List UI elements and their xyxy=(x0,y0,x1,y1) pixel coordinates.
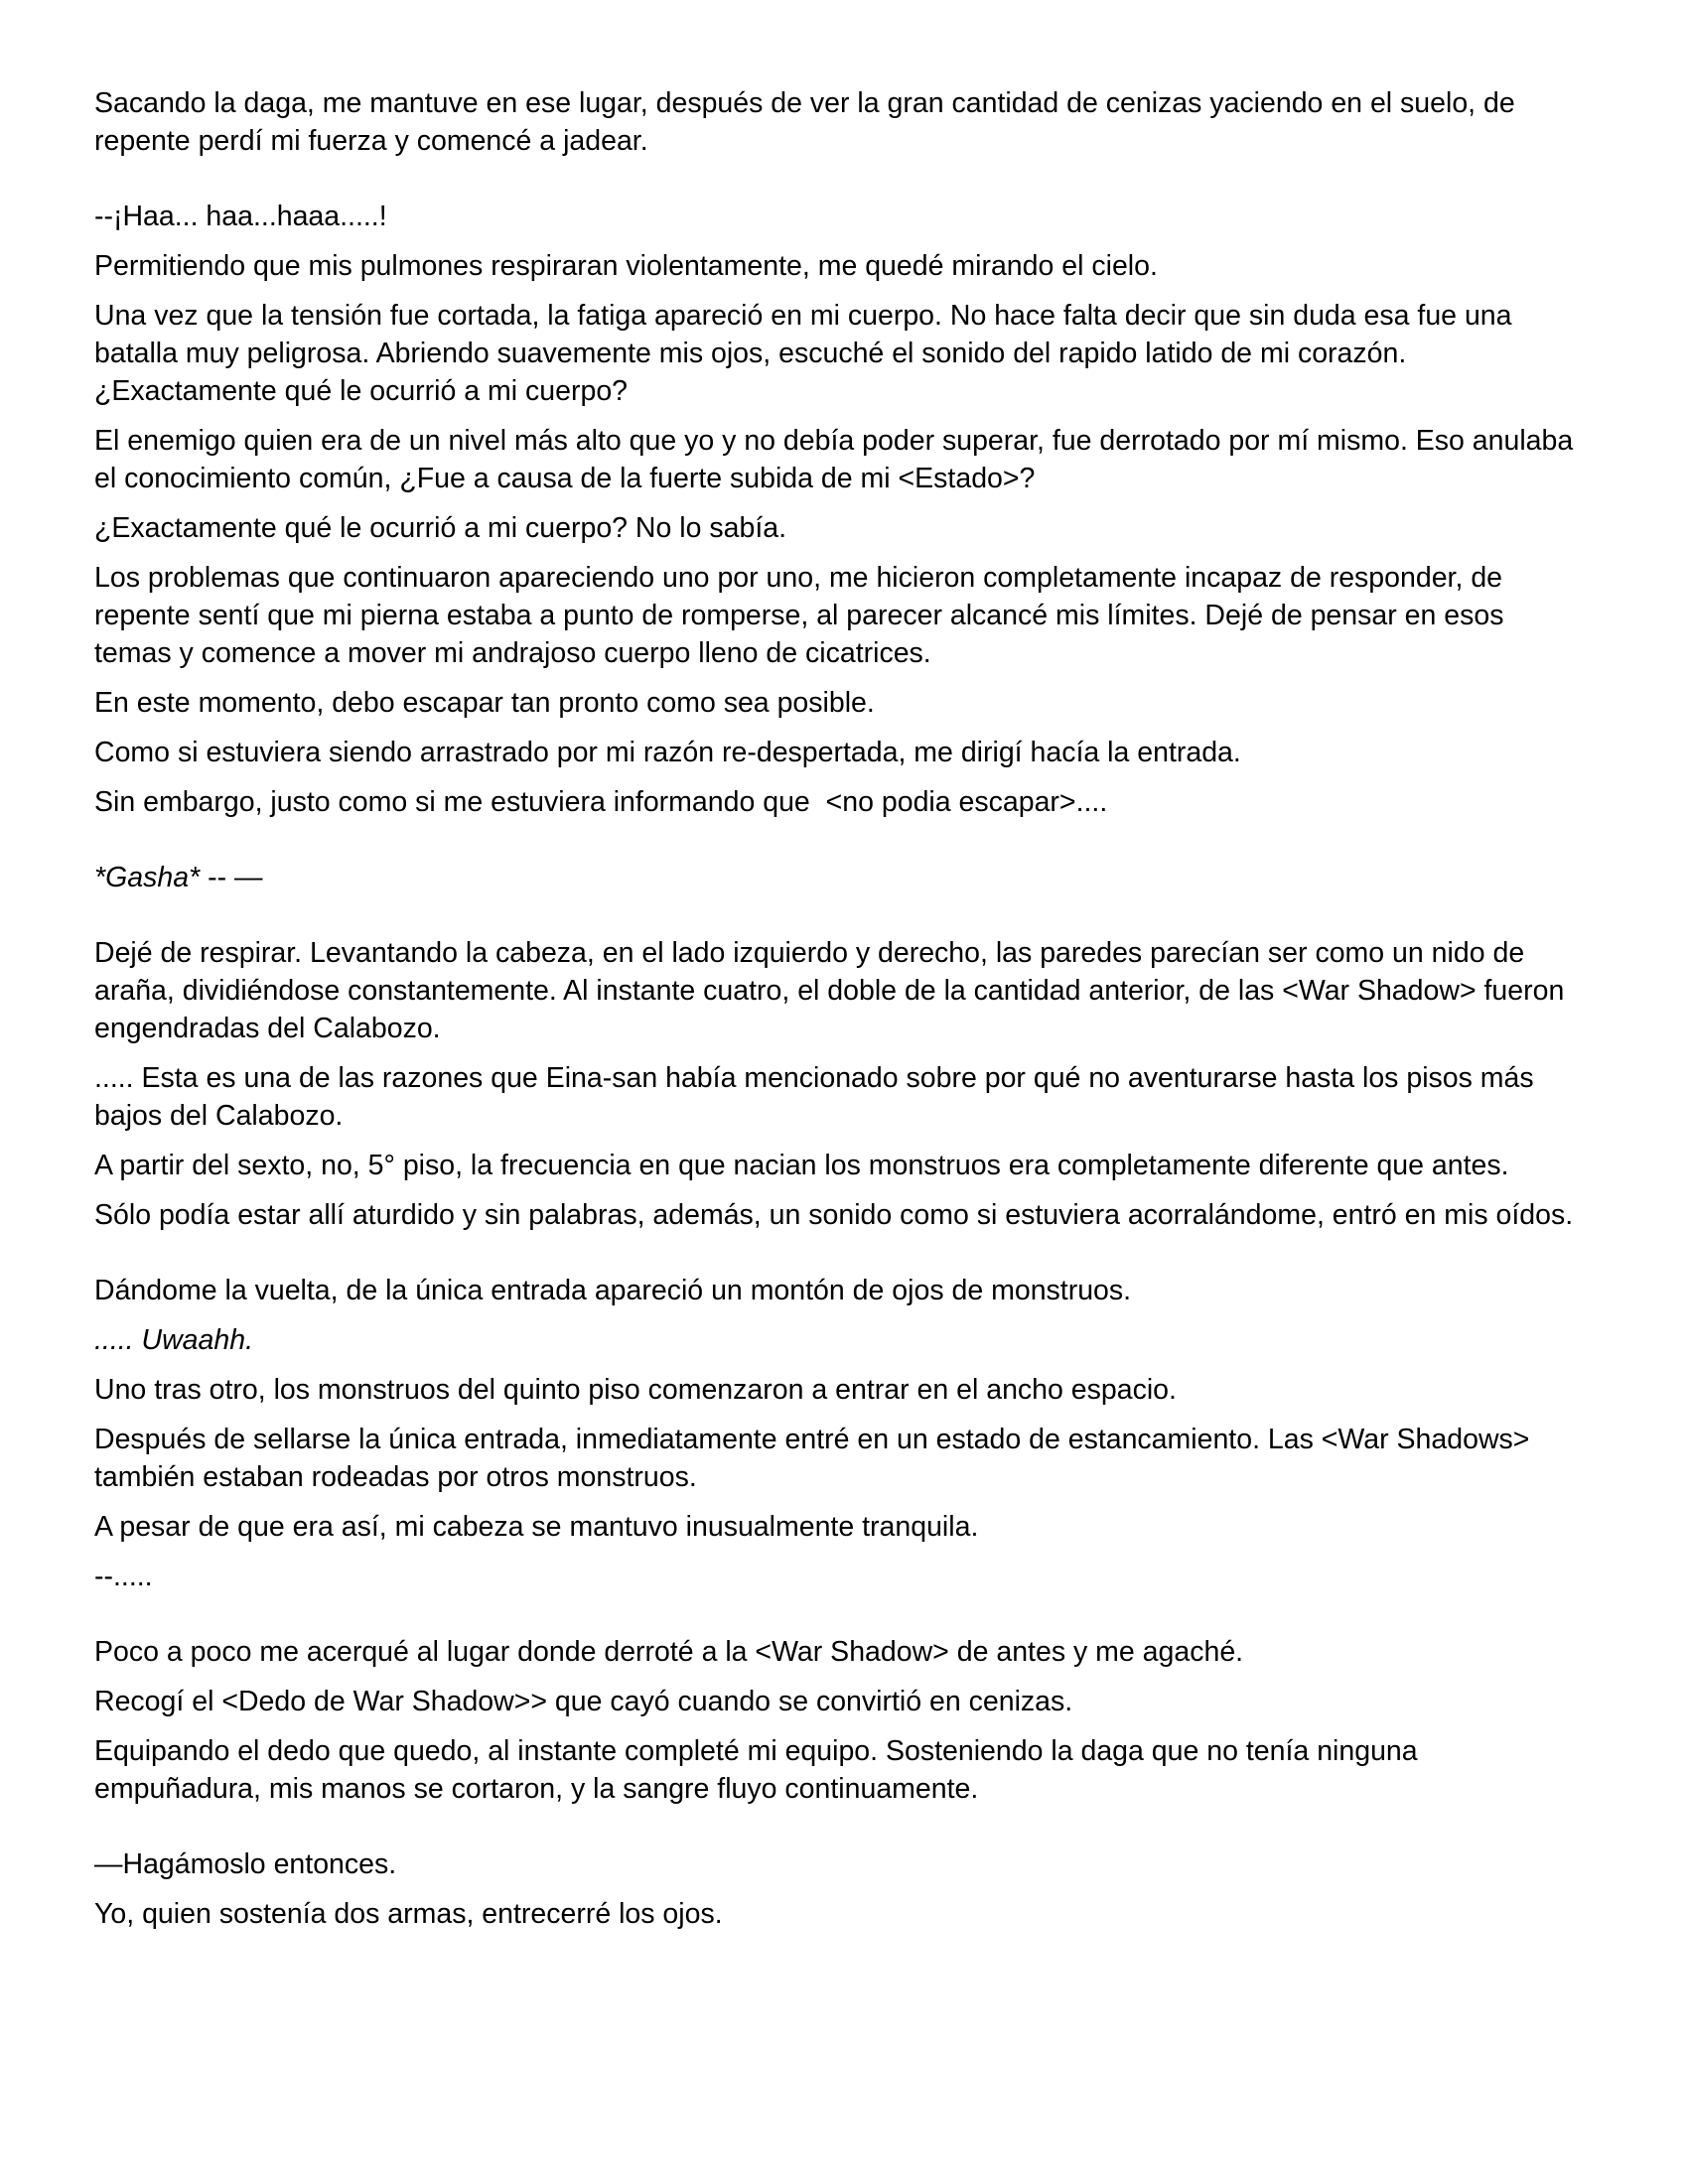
paragraph xyxy=(94,422,1582,497)
text-run: Sólo podía estar allí aturdido y sin palabras, además, un sonido como si estuviera acorralándome, entró en mis oídos. xyxy=(94,1199,1574,1231)
paragraph xyxy=(94,734,1579,771)
paragraph xyxy=(94,559,1579,672)
text-run: El enemigo quien era de un nivel más alto que yo y no debía poder superar, fue derrotado por mí mismo. Eso anulaba el conocimiento común, ¿Fue a causa de la fuerte subida de mi <Estado>? xyxy=(94,425,1582,494)
paragraph xyxy=(94,859,1579,896)
text-run: A partir del sexto, no, 5° piso, la frecuencia en que nacian los monstruos era completamente diferente que antes. xyxy=(94,1150,1509,1181)
text-run: Después de sellarse la única entrada, inmediatamente entré en un estado de estancamiento. Las <War Shadows> también estaban rodeadas por otros monstruos. xyxy=(94,1424,1538,1493)
text-run: ¿Exactamente qué le ocurrió a mi cuerpo? No lo sabía. xyxy=(94,512,787,544)
text-run: Sin embargo, justo como si me estuviera informando que <no podia escapar>.... xyxy=(94,786,1108,818)
text-run: Dándome la vuelta, de la única entrada apareció un montón de ojos de monstruos. xyxy=(94,1275,1132,1306)
text-run: -- — xyxy=(200,862,263,893)
paragraph xyxy=(94,1508,1579,1546)
paragraph xyxy=(94,1633,1579,1671)
paragraph xyxy=(94,297,1579,410)
paragraph xyxy=(94,198,1579,235)
paragraph xyxy=(94,1558,1579,1595)
paragraph xyxy=(94,783,1579,821)
italic-text-run: *Gasha* xyxy=(94,862,201,893)
text-run: ..... Esta es una de las razones que Eina-san había mencionado sobre por qué no aventurarse hasta los pisos más bajos del Calabozo. xyxy=(94,1062,1542,1132)
text-run: Uno tras otro, los monstruos del quinto piso comenzaron a entrar en el ancho espacio. xyxy=(94,1374,1177,1406)
paragraph xyxy=(94,1732,1579,1808)
paragraph xyxy=(94,1059,1579,1135)
paragraph xyxy=(94,1321,1579,1359)
paragraph xyxy=(94,1196,1579,1234)
text-run: Yo, quien sostenía dos armas, entrecerré los ojos. xyxy=(94,1898,723,1930)
paragraph xyxy=(94,247,1579,285)
paragraph xyxy=(94,1421,1579,1496)
document-page xyxy=(94,84,1582,1945)
text-run: Una vez que la tensión fue cortada, la fatiga apareció en mi cuerpo. No hace falta decir que sin duda esa fue una batalla muy peligrosa. Abriendo suavemente mis ojos, escuché el sonido del rapido latido de mi corazón. ¿Exactamente qué le ocurrió a mi cuerpo? xyxy=(94,300,1520,407)
text-run: Permitiendo que mis pulmones respiraran violentamente, me quedé mirando el cielo. xyxy=(94,250,1158,282)
text-run: Equipando el dedo que quedo, al instante completé mi equipo. Sosteniendo la daga que no tenía ninguna empuñadura, mis manos se cortaron, y la sangre fluyo continuamente. xyxy=(94,1735,1426,1805)
text-run: --..... xyxy=(94,1561,153,1592)
text-run: A pesar de que era así, mi cabeza se mantuvo inusualmente tranquila. xyxy=(94,1511,979,1543)
text-run: —Hagámoslo entonces. xyxy=(94,1848,397,1880)
paragraph xyxy=(94,1845,1579,1883)
paragraph xyxy=(94,509,1579,547)
paragraph xyxy=(94,1147,1579,1184)
paragraph xyxy=(94,1272,1579,1309)
text-run: Sacando la daga, me mantuve en ese lugar, después de ver la gran cantidad de cenizas yaciendo en el suelo, de repente perdí mi fuerza y comencé a jadear. xyxy=(94,87,1523,157)
text-run: --¡Haa... haa...haaa.....! xyxy=(94,201,387,232)
paragraph xyxy=(94,1895,1579,1933)
text-run: Como si estuviera siendo arrastrado por mi razón re-despertada, me dirigí hacía la entrada. xyxy=(94,737,1241,768)
text-run: Dejé de respirar. Levantando la cabeza, en el lado izquierdo y derecho, las paredes parecían ser como un nido de araña, dividiéndose constantemente. Al instante cuatro, el doble de la cantidad anterior, de las <War Shadow> fueron engendradas del Calabozo. xyxy=(94,937,1573,1044)
paragraph xyxy=(94,1683,1579,1720)
text-run: Poco a poco me acerqué al lugar donde derroté a la <War Shadow> de antes y me agaché. xyxy=(94,1636,1244,1668)
text-run: En este momento, debo escapar tan pronto como sea posible. xyxy=(94,687,875,719)
text-run: Los problemas que continuaron apareciendo uno por uno, me hicieron completamente incapaz de responder, de repente sentí que mi pierna estaba a punto de romperse, al parecer alcancé mis límites. Dejé de pensar en esos temas y comence a mover mi andrajoso cuerpo lleno de cicatrices. xyxy=(94,562,1512,669)
paragraph xyxy=(94,84,1579,160)
text-run: Recogí el <Dedo de War Shadow>> que cayó cuando se convirtió en cenizas. xyxy=(94,1686,1073,1717)
paragraph xyxy=(94,934,1579,1047)
paragraph xyxy=(94,684,1579,722)
paragraph xyxy=(94,1371,1579,1409)
italic-text-run: ..... Uwaahh. xyxy=(94,1324,253,1356)
